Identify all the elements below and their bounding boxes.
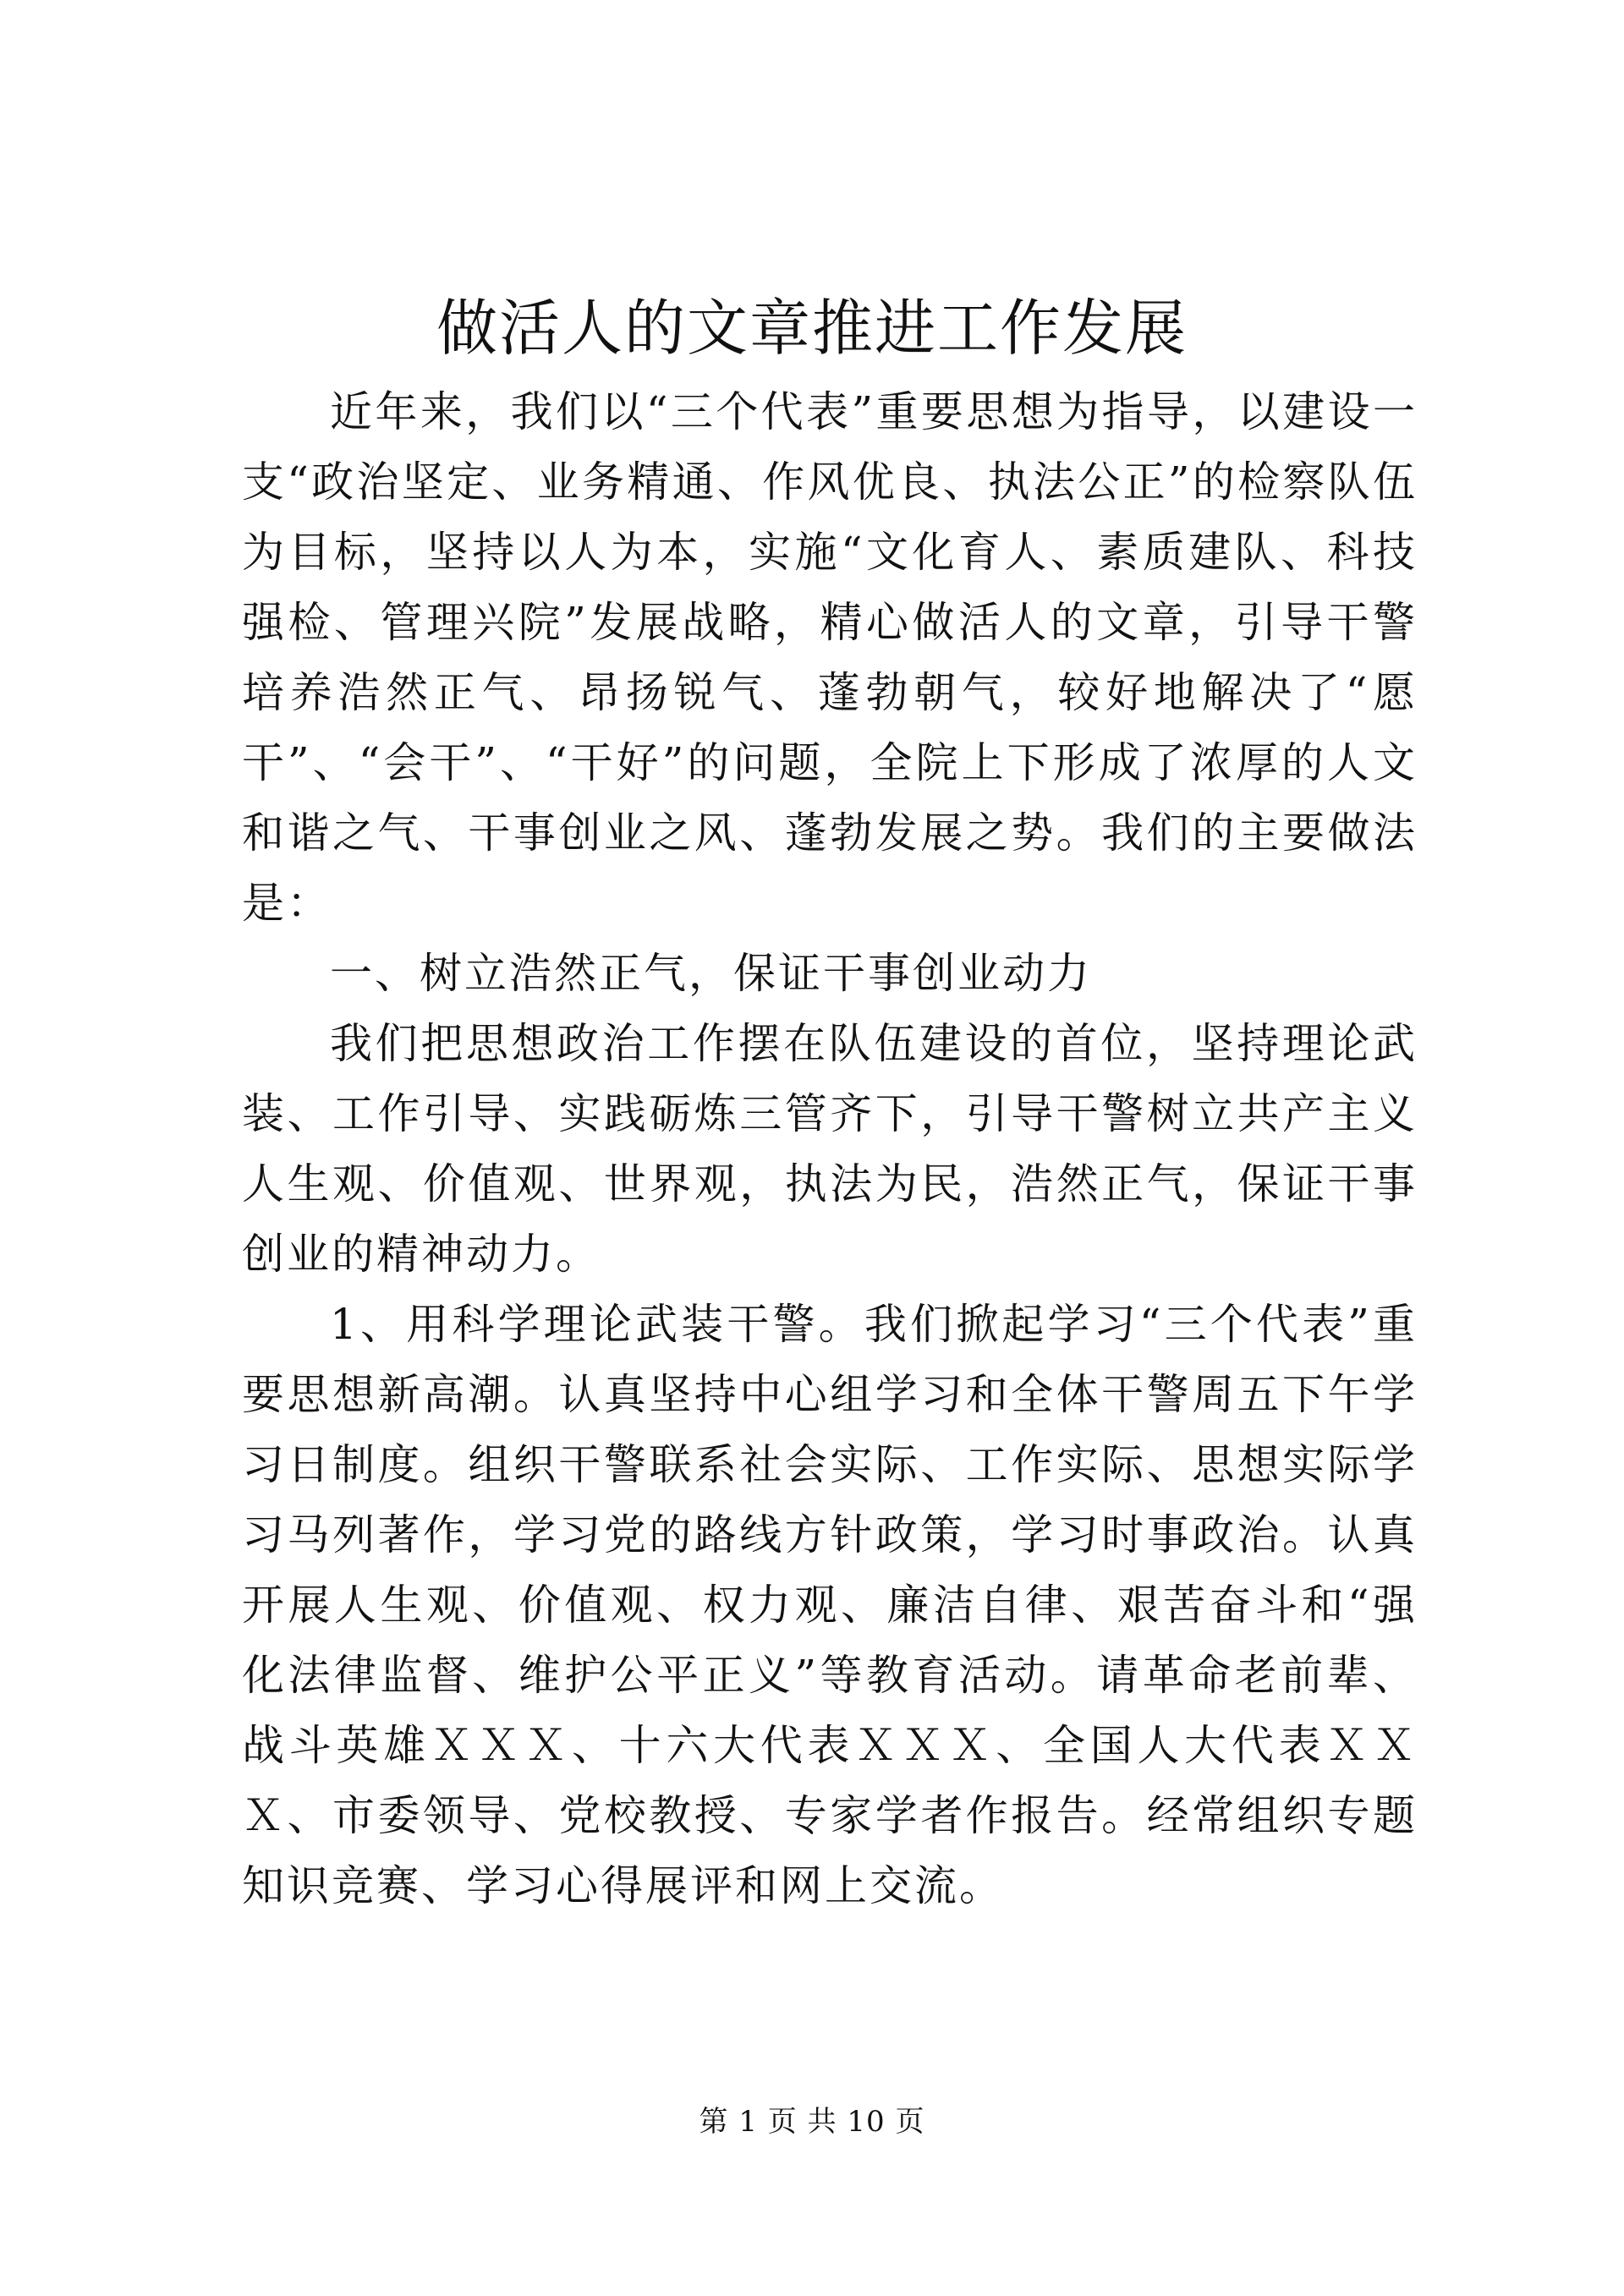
document-title: 做活人的文章推进工作发展	[436, 293, 1188, 364]
intro-paragraph: 近年来，我们以“三个代表”重要思想为指导，以建设一支“政治坚定、业务精通、作风优良、执法公正”的检察队伍为目标，坚持以人为本，实施“文化育人、素质建队、科技强检、管理兴院”发展战略，精心做活人的文章，引导干警培养浩然正气、昂扬锐气、蓬勃朝气，较好地解决了“愿干”、“会干”、“干好”的问题，全院上下形成了浓厚的人文和谐之气、干事创业之风、蓬勃发展之势。我们的主要做法是：	[242, 387, 1418, 928]
subsection-1-paragraph: 1、用科学理论武装干警。我们掀起学习“三个代表”重要思想新高潮。认真坚持中心组学习和全体干警周五下午学习日制度。组织干警联系社会实际、工作实际、思想实际学习马列著作，学习党的路线方针政策，学习时事政治。认真开展人生观、价值观、权力观、廉洁自律、艰苦奋斗和“强化法律监督、维护公平正义”等教育活动。请革命老前辈、战斗英雄ＸＸＸ、十六大代表ＸＸＸ、全国人大代表ＸＸＸ、市委领导、党校教授、专家学者作报告。经常组织专题知识竞赛、学习心得展评和网上交流。	[242, 1300, 1418, 1910]
section-heading-1: 一、树立浩然正气，保证干事创业动力	[330, 949, 1092, 998]
section-1-paragraph: 我们把思想政治工作摆在队伍建设的首位，坚持理论武装、工作引导、实践砺炼三管齐下，引导干警树立共产主义人生观、价值观、世界观，执法为民，浩然正气，保证干事创业的精神动力。	[242, 1019, 1418, 1279]
page-footer: 第 1 页 共 10 页	[699, 2105, 925, 2139]
document-body	[242, 377, 1418, 1921]
